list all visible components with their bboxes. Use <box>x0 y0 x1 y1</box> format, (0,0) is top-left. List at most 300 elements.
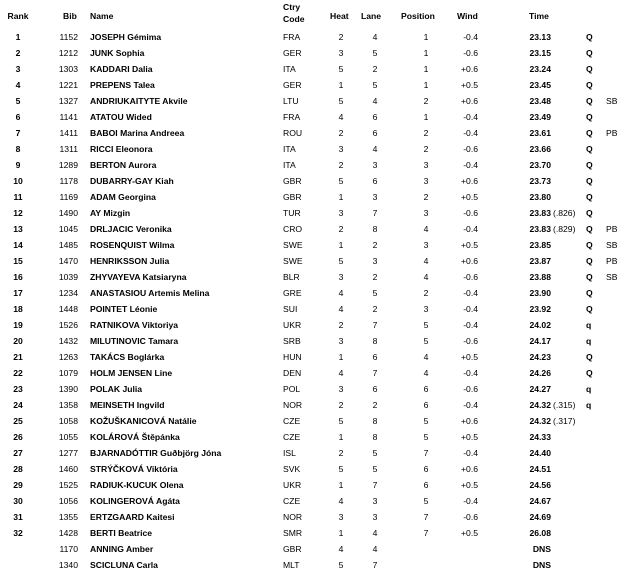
wind-cell: -0.4 <box>463 400 478 410</box>
wind-cell: -0.4 <box>463 112 478 122</box>
time-cell: 24.32 <box>529 400 551 410</box>
time-cell: 23.45 <box>529 80 551 90</box>
lane-cell: 5 <box>372 464 378 474</box>
wind-cell: -0.4 <box>463 160 478 170</box>
rank-cell: 29 <box>13 480 23 490</box>
time-cell: 24.17 <box>529 336 551 346</box>
table-row <box>0 48 623 64</box>
heat-cell: 1 <box>338 432 344 442</box>
athlete-name: ANNING Amber <box>90 544 154 554</box>
lane-cell: 8 <box>372 336 378 346</box>
rank-cell: 20 <box>13 336 23 346</box>
time-cell: 24.27 <box>529 384 551 394</box>
qualification-mark: Q <box>586 368 593 378</box>
time-cell: 24.69 <box>529 512 551 522</box>
time-cell: 23.48 <box>529 96 551 106</box>
rank-cell: 16 <box>13 272 23 282</box>
qualification-mark: Q <box>586 32 593 42</box>
wind-cell: -0.4 <box>463 32 478 42</box>
position-cell: 3 <box>423 208 429 218</box>
position-cell: 5 <box>423 432 429 442</box>
heat-cell: 3 <box>338 208 344 218</box>
lane-cell: 5 <box>372 448 378 458</box>
rank-cell: 24 <box>13 400 23 410</box>
table-row <box>0 160 623 176</box>
time-cell: DNS <box>532 544 551 554</box>
lane-cell: 3 <box>372 496 378 506</box>
heat-cell: 4 <box>338 544 344 554</box>
wind-cell: +0.5 <box>461 480 478 490</box>
lane-cell: 2 <box>372 400 378 410</box>
rank-cell: 14 <box>13 240 23 250</box>
position-cell: 5 <box>423 416 429 426</box>
lane-cell: 2 <box>372 272 378 282</box>
record-note: PB <box>606 128 618 138</box>
position-cell: 3 <box>423 240 429 250</box>
bib-cell: 1432 <box>58 336 78 346</box>
position-cell: 1 <box>423 80 429 90</box>
lane-cell: 8 <box>372 224 378 234</box>
athlete-name: KADDARI Dalia <box>90 64 153 74</box>
bib-cell: 1327 <box>58 96 78 106</box>
lane-cell: 7 <box>372 208 378 218</box>
heat-cell: 2 <box>338 224 344 234</box>
bib-cell: 1263 <box>58 352 78 362</box>
athlete-name: POINTET Léonie <box>90 304 158 314</box>
header-bib: Bib <box>63 11 77 21</box>
lane-cell: 7 <box>372 480 378 490</box>
table-row <box>0 320 623 336</box>
country-code: SUI <box>283 304 298 314</box>
table-row <box>0 32 623 48</box>
time-cell: 24.40 <box>529 448 551 458</box>
heat-cell: 2 <box>338 128 344 138</box>
bib-cell: 1152 <box>59 32 78 42</box>
country-code: LTU <box>283 96 299 106</box>
lane-cell: 5 <box>372 80 378 90</box>
lane-cell: 3 <box>372 192 378 202</box>
wind-cell: +0.6 <box>461 176 478 186</box>
wind-cell: +0.5 <box>461 240 478 250</box>
heat-cell: 5 <box>338 256 344 266</box>
table-row <box>0 192 623 208</box>
bib-cell: 1277 <box>58 448 78 458</box>
position-cell: 5 <box>423 496 429 506</box>
athlete-name: JUNK Sophia <box>90 48 145 58</box>
rank-cell: 32 <box>13 528 23 538</box>
country-code: CRO <box>283 224 303 234</box>
country-code: FRA <box>283 32 301 42</box>
lane-cell: 6 <box>372 384 378 394</box>
time-cell: 23.90 <box>529 288 551 298</box>
position-cell: 3 <box>423 176 429 186</box>
bib-cell: 1045 <box>58 224 78 234</box>
header-time: Time <box>529 11 549 21</box>
athlete-name: DRLJACIC Veronika <box>90 224 172 234</box>
wind-cell: +0.6 <box>461 256 478 266</box>
qualification-mark: Q <box>586 128 593 138</box>
heat-cell: 1 <box>338 240 344 250</box>
country-code: HUN <box>283 352 302 362</box>
rank-cell: 1 <box>15 32 21 42</box>
tiebreak-cell: (.829) <box>553 224 576 234</box>
qualification-mark: Q <box>586 80 593 90</box>
athlete-name: ANASTASIOU Artemis Melina <box>90 288 210 298</box>
wind-cell: +0.5 <box>461 432 478 442</box>
table-row <box>0 432 623 448</box>
lane-cell: 6 <box>372 112 378 122</box>
athlete-name: HENRIKSSON Julia <box>90 256 170 266</box>
qualification-mark: Q <box>586 304 593 314</box>
position-cell: 4 <box>423 368 429 378</box>
rank-cell: 15 <box>13 256 23 266</box>
bib-cell: 1526 <box>58 320 78 330</box>
athlete-name: KOLINGEROVÁ Agáta <box>90 496 180 506</box>
bib-cell: 1169 <box>59 192 78 202</box>
lane-cell: 4 <box>372 32 378 42</box>
position-cell: 5 <box>423 320 429 330</box>
position-cell: 7 <box>423 528 429 538</box>
heat-cell: 2 <box>338 448 344 458</box>
time-cell: 24.51 <box>529 464 551 474</box>
table-row <box>0 544 623 560</box>
position-cell: 5 <box>423 336 429 346</box>
country-code: SRB <box>283 336 301 346</box>
heat-cell: 2 <box>338 32 344 42</box>
bib-cell: 1428 <box>58 528 78 538</box>
bib-cell: 1340 <box>58 560 78 570</box>
country-code: GER <box>283 48 302 58</box>
table-row <box>0 384 623 400</box>
wind-cell: +0.6 <box>461 416 478 426</box>
qualification-mark: Q <box>586 240 593 250</box>
bib-cell: 1355 <box>58 512 78 522</box>
time-cell: 24.56 <box>529 480 551 490</box>
heat-cell: 5 <box>338 560 344 570</box>
tiebreak-cell: (.826) <box>553 208 576 218</box>
heat-cell: 3 <box>338 512 344 522</box>
lane-cell: 2 <box>372 304 378 314</box>
heat-cell: 3 <box>338 384 344 394</box>
bib-cell: 1525 <box>58 480 78 490</box>
table-row <box>0 416 623 432</box>
record-note: SB <box>606 96 618 106</box>
athlete-name: HOLM JENSEN Line <box>90 368 173 378</box>
athlete-name: MEINSETH Ingvild <box>90 400 165 410</box>
position-cell: 1 <box>423 64 429 74</box>
athlete-name: JOSEPH Gémima <box>90 32 162 42</box>
record-note: SB <box>606 272 618 282</box>
heat-cell: 4 <box>338 112 344 122</box>
table-row <box>0 128 623 144</box>
heat-cell: 2 <box>338 160 344 170</box>
heat-cell: 2 <box>338 320 344 330</box>
rank-cell: 27 <box>13 448 23 458</box>
header-ctry: Ctry <box>283 2 301 12</box>
wind-cell: +0.6 <box>461 64 478 74</box>
table-row <box>0 528 623 544</box>
country-code: TUR <box>283 208 301 218</box>
lane-cell: 2 <box>372 240 378 250</box>
athlete-name: ROSENQUIST Wilma <box>90 240 175 250</box>
lane-cell: 8 <box>372 416 378 426</box>
lane-cell: 4 <box>372 528 378 538</box>
rank-cell: 7 <box>15 128 21 138</box>
table-row <box>0 240 623 256</box>
heat-cell: 3 <box>338 336 344 346</box>
athlete-name: DUBARRY-GAY Kiah <box>90 176 174 186</box>
athlete-name: ATATOU Wided <box>90 112 152 122</box>
table-row <box>0 144 623 160</box>
athlete-name: BJARNADÓTTIR Guðbjörg Jóna <box>90 448 222 458</box>
country-code: GBR <box>283 176 302 186</box>
position-cell: 4 <box>423 224 429 234</box>
country-code: GBR <box>283 192 302 202</box>
time-cell: 23.66 <box>529 144 551 154</box>
athlete-name: TAKÁCS Boglárka <box>90 352 165 362</box>
country-code: POL <box>283 384 301 394</box>
time-cell: 23.83 <box>529 224 551 234</box>
table-row <box>0 208 623 224</box>
position-cell: 2 <box>423 192 429 202</box>
country-code: NOR <box>283 400 303 410</box>
lane-cell: 7 <box>372 560 378 570</box>
table-header <box>0 0 623 30</box>
time-cell: 24.32 <box>529 416 551 426</box>
table-row <box>0 272 623 288</box>
wind-cell: -0.4 <box>463 368 478 378</box>
qualification-mark: Q <box>586 272 593 282</box>
rank-cell: 26 <box>13 432 23 442</box>
time-cell: DNS <box>532 560 551 570</box>
time-cell: 26.08 <box>529 528 551 538</box>
rank-cell: 17 <box>13 288 23 298</box>
qualification-mark: Q <box>586 176 593 186</box>
athlete-name: ERTZGAARD Kaitesi <box>90 512 175 522</box>
athlete-name: BERTI Beatrice <box>90 528 153 538</box>
heat-cell: 3 <box>338 272 344 282</box>
qualification-mark: q <box>586 400 592 410</box>
bib-cell: 1470 <box>58 256 78 266</box>
position-cell: 4 <box>423 352 429 362</box>
time-cell: 23.49 <box>529 112 551 122</box>
country-code: ISL <box>283 448 296 458</box>
time-cell: 24.67 <box>529 496 551 506</box>
country-code: UKR <box>283 320 302 330</box>
table-row <box>0 368 623 384</box>
rank-cell: 11 <box>13 192 23 202</box>
lane-cell: 5 <box>372 48 378 58</box>
position-cell: 7 <box>423 512 429 522</box>
heat-cell: 3 <box>338 48 344 58</box>
rank-cell: 3 <box>15 64 21 74</box>
lane-cell: 4 <box>372 544 378 554</box>
wind-cell: +0.5 <box>461 80 478 90</box>
table-row <box>0 448 623 464</box>
heat-cell: 4 <box>338 368 344 378</box>
table-row <box>0 96 623 112</box>
position-cell: 2 <box>423 288 429 298</box>
time-cell: 23.92 <box>529 304 551 314</box>
qualification-mark: Q <box>586 352 593 362</box>
time-cell: 23.88 <box>529 272 551 282</box>
athlete-name: RICCI Eleonora <box>90 144 153 154</box>
lane-cell: 3 <box>372 512 378 522</box>
wind-cell: -0.4 <box>463 288 478 298</box>
lane-cell: 3 <box>372 256 378 266</box>
wind-cell: -0.4 <box>463 304 478 314</box>
header-lane: Lane <box>361 11 382 21</box>
record-note: PB <box>606 256 618 266</box>
rank-cell: 13 <box>13 224 23 234</box>
tiebreak-cell: (.317) <box>553 416 576 426</box>
bib-cell: 1311 <box>59 144 78 154</box>
wind-cell: +0.6 <box>461 464 478 474</box>
athlete-name: STRÝČKOVÁ Viktória <box>90 464 178 474</box>
country-code: ROU <box>283 128 303 138</box>
bib-cell: 1221 <box>58 80 78 90</box>
wind-cell: -0.6 <box>463 336 478 346</box>
heat-cell: 1 <box>338 528 344 538</box>
time-cell: 23.15 <box>529 48 551 58</box>
country-code: SWE <box>283 240 303 250</box>
bib-cell: 1234 <box>58 288 78 298</box>
wind-cell: -0.4 <box>463 448 478 458</box>
position-cell: 4 <box>423 256 429 266</box>
qualification-mark: q <box>586 320 592 330</box>
country-code: BLR <box>283 272 300 282</box>
wind-cell: -0.4 <box>463 128 478 138</box>
heat-cell: 5 <box>338 64 344 74</box>
lane-cell: 7 <box>372 368 378 378</box>
time-cell: 23.13 <box>529 32 551 42</box>
bib-cell: 1141 <box>59 112 78 122</box>
wind-cell: +0.6 <box>461 96 478 106</box>
athlete-name: AY Mizgin <box>90 208 131 218</box>
qualification-mark: Q <box>586 144 593 154</box>
athlete-name: RADIUK-KUCUK Olena <box>90 480 184 490</box>
qualification-mark: Q <box>586 288 593 298</box>
wind-cell: -0.6 <box>463 272 478 282</box>
bib-cell: 1358 <box>58 400 78 410</box>
time-cell: 23.61 <box>529 128 551 138</box>
table-row <box>0 336 623 352</box>
wind-cell: -0.4 <box>463 496 478 506</box>
rank-cell: 6 <box>15 112 21 122</box>
bib-cell: 1490 <box>58 208 78 218</box>
heat-cell: 1 <box>338 80 344 90</box>
country-code: FRA <box>283 112 301 122</box>
bib-cell: 1485 <box>58 240 78 250</box>
wind-cell: -0.6 <box>463 512 478 522</box>
rank-cell: 31 <box>13 512 23 522</box>
record-note: PB <box>606 224 618 234</box>
heat-cell: 5 <box>338 416 344 426</box>
bib-cell: 1178 <box>59 176 78 186</box>
athlete-name: KOŽUŠKANICOVÁ Natálie <box>90 416 197 426</box>
bib-cell: 1289 <box>58 160 78 170</box>
country-code: DEN <box>283 368 302 378</box>
time-cell: 24.23 <box>529 352 551 362</box>
country-code: CZE <box>283 416 301 426</box>
country-code: CZE <box>283 432 301 442</box>
time-cell: 23.83 <box>529 208 551 218</box>
rank-cell: 4 <box>15 80 21 90</box>
qualification-mark: Q <box>586 112 593 122</box>
heat-cell: 4 <box>338 304 344 314</box>
athlete-name: RATNIKOVA Viktoriya <box>90 320 179 330</box>
athlete-name: ZHYVAYEVA Katsiaryna <box>90 272 187 282</box>
lane-cell: 2 <box>372 64 378 74</box>
table-row <box>0 256 623 272</box>
position-cell: 6 <box>423 480 429 490</box>
qualification-mark: Q <box>586 64 593 74</box>
time-cell: 24.33 <box>529 432 551 442</box>
qualification-mark: Q <box>586 48 593 58</box>
position-cell: 6 <box>423 464 429 474</box>
wind-cell: -0.4 <box>463 320 478 330</box>
bib-cell: 1039 <box>58 272 78 282</box>
wind-cell: +0.5 <box>461 528 478 538</box>
lane-cell: 5 <box>372 288 378 298</box>
wind-cell: -0.4 <box>463 224 478 234</box>
country-code: SWE <box>283 256 303 266</box>
rank-cell: 8 <box>15 144 21 154</box>
table-row <box>0 512 623 528</box>
table-row <box>0 288 623 304</box>
country-code: SMR <box>283 528 303 538</box>
header-name: Name <box>90 11 114 21</box>
table-row <box>0 112 623 128</box>
heat-cell: 3 <box>338 144 344 154</box>
rank-cell: 12 <box>13 208 23 218</box>
country-code: ITA <box>283 144 296 154</box>
bib-cell: 1448 <box>58 304 78 314</box>
record-note: SB <box>606 240 618 250</box>
position-cell: 2 <box>423 128 429 138</box>
rank-cell: 5 <box>15 96 21 106</box>
country-code: MLT <box>283 560 300 570</box>
header-heat: Heat <box>330 11 349 21</box>
time-cell: 23.70 <box>529 160 551 170</box>
qualification-mark: Q <box>586 160 593 170</box>
table-row <box>0 496 623 512</box>
country-code: UKR <box>283 480 302 490</box>
header-code: Code <box>283 14 305 24</box>
country-code: NOR <box>283 512 303 522</box>
position-cell: 3 <box>423 304 429 314</box>
lane-cell: 4 <box>372 144 378 154</box>
heat-cell: 1 <box>338 480 344 490</box>
qualification-mark: q <box>586 384 592 394</box>
bib-cell: 1303 <box>58 64 78 74</box>
country-code: ITA <box>283 64 296 74</box>
position-cell: 4 <box>423 272 429 282</box>
rank-cell: 10 <box>13 176 23 186</box>
bib-cell: 1056 <box>58 496 78 506</box>
qualification-mark: Q <box>586 256 593 266</box>
bib-cell: 1212 <box>58 48 78 58</box>
time-cell: 23.87 <box>529 256 551 266</box>
rank-cell: 9 <box>15 160 21 170</box>
lane-cell: 6 <box>372 128 378 138</box>
rank-cell: 2 <box>15 48 21 58</box>
time-cell: 23.80 <box>529 192 551 202</box>
rank-cell: 25 <box>13 416 23 426</box>
country-code: GER <box>283 80 302 90</box>
header-position: Position <box>401 11 435 21</box>
lane-cell: 8 <box>372 432 378 442</box>
